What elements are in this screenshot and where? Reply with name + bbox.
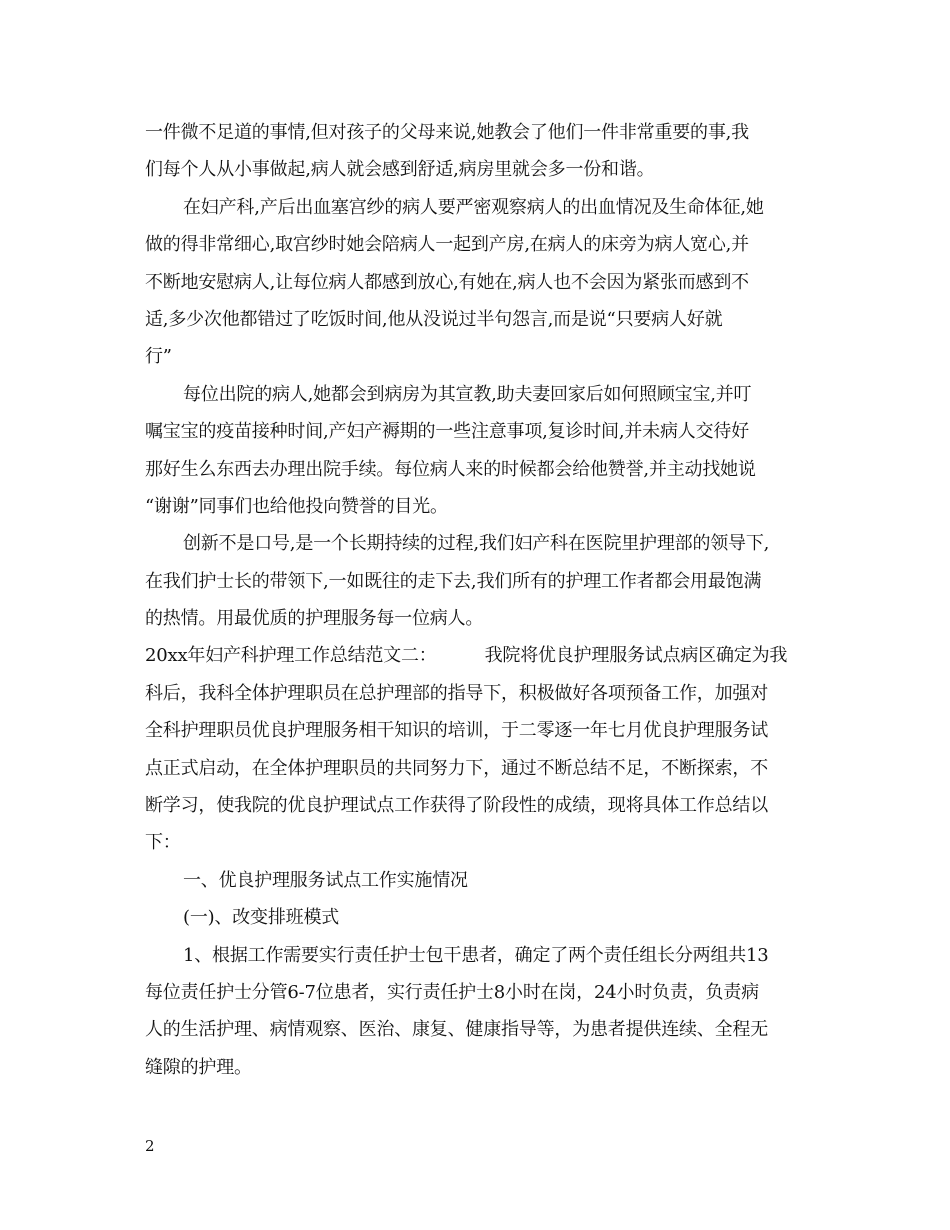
paragraph-start-line: 每位出院的病人,她都会到病房为其宣教,助夫妻回家后如何照顾宝宝,并叮 — [183, 383, 752, 405]
text-line: 的热情。用最优质的护理服务每一位病人。 — [145, 608, 484, 630]
text-line: 在我们护士长的带领下,一如既往的走下去,我们所有的护理工作者都会用最饱满 — [145, 570, 762, 592]
section-title-line — [145, 641, 810, 670]
text-line: 断学习，使我院的优良护理试点工作获得了阶段性的成绩，现将具体工作总结以 — [145, 795, 768, 817]
paragraph-start-line: 1、根据工作需要实行责任护士包干患者，确定了两个责任组长分两组共13 — [183, 944, 769, 966]
text-line: 人的生活护理、病情观察、医治、康复、健康指导等，为患者提供连续、全程无 — [145, 1019, 768, 1041]
text-line: 一件微不足道的事情,但对孩子的父母来说,她教会了他们一件非常重要的事,我 — [145, 122, 749, 143]
text-line: 下： — [145, 832, 181, 854]
paragraph-start-line: 在妇产科,产后出血塞宫纱的病人要严密观察病人的出血情况及生命体征,她 — [183, 196, 764, 218]
section-intro-text: 我院将优良护理服务试点病区确定为我 — [484, 645, 788, 667]
text-line: “谢谢”同事们也给他投向赞誉的目光。 — [145, 495, 448, 517]
page-number: 2 — [145, 1137, 155, 1155]
text-line: 嘱宝宝的疫苗接种时间,产妇产褥期的一些注意事项,复诊时间,并未病人交待好 — [145, 421, 749, 443]
paragraph-start-line: 创新不是口号,是一个长期持续的过程,我们妇产科在医院里护理部的领导下, — [183, 533, 770, 555]
heading-line: 一、优良护理服务试点工作实施情况 — [183, 869, 468, 891]
section-title: 20xx年妇产科护理工作总结范文二： — [145, 645, 437, 667]
text-line: 们每个人从小事做起,病人就会感到舒适,病房里就会多一份和谐。 — [145, 159, 655, 181]
text-line: 全科护理职员优良护理服务相干知识的培训，于二零逐一年七月优良护理服务试 — [145, 720, 768, 742]
text-line: 点正式启动，在全体护理职员的共同努力下，通过不断总结不足，不断探索，不 — [145, 757, 768, 779]
document-body — [145, 118, 810, 1090]
text-line: 科后，我科全体护理职员在总护理部的指导下，积极做好各项预备工作，加强对 — [145, 682, 768, 704]
text-line: 那好生么东西去办理出院手续。每位病人来的时候都会给他赞誉,并主动找她说 — [145, 458, 756, 480]
text-line: 适,多少次他都错过了吃饭时间,他从没说过半句怨言,而是说“只要病人好就 — [145, 308, 723, 330]
subheading-line: (一)、改变排班模式 — [183, 907, 340, 929]
text-line: 缝隙的护理。 — [145, 1056, 252, 1078]
text-line: 每位责任护士分管6-7位患者，实行责任护士8小时在岗，24小时负责，负责病 — [145, 981, 759, 1003]
text-line: 做的得非常细心,取宫纱时她会陪病人一起到产房,在病人的床旁为病人宽心,并 — [145, 234, 749, 256]
text-line: 不断地安慰病人,让每位病人都感到放心,有她在,病人也不会因为紧张而感到不 — [145, 271, 749, 293]
text-line: 行” — [145, 346, 172, 368]
